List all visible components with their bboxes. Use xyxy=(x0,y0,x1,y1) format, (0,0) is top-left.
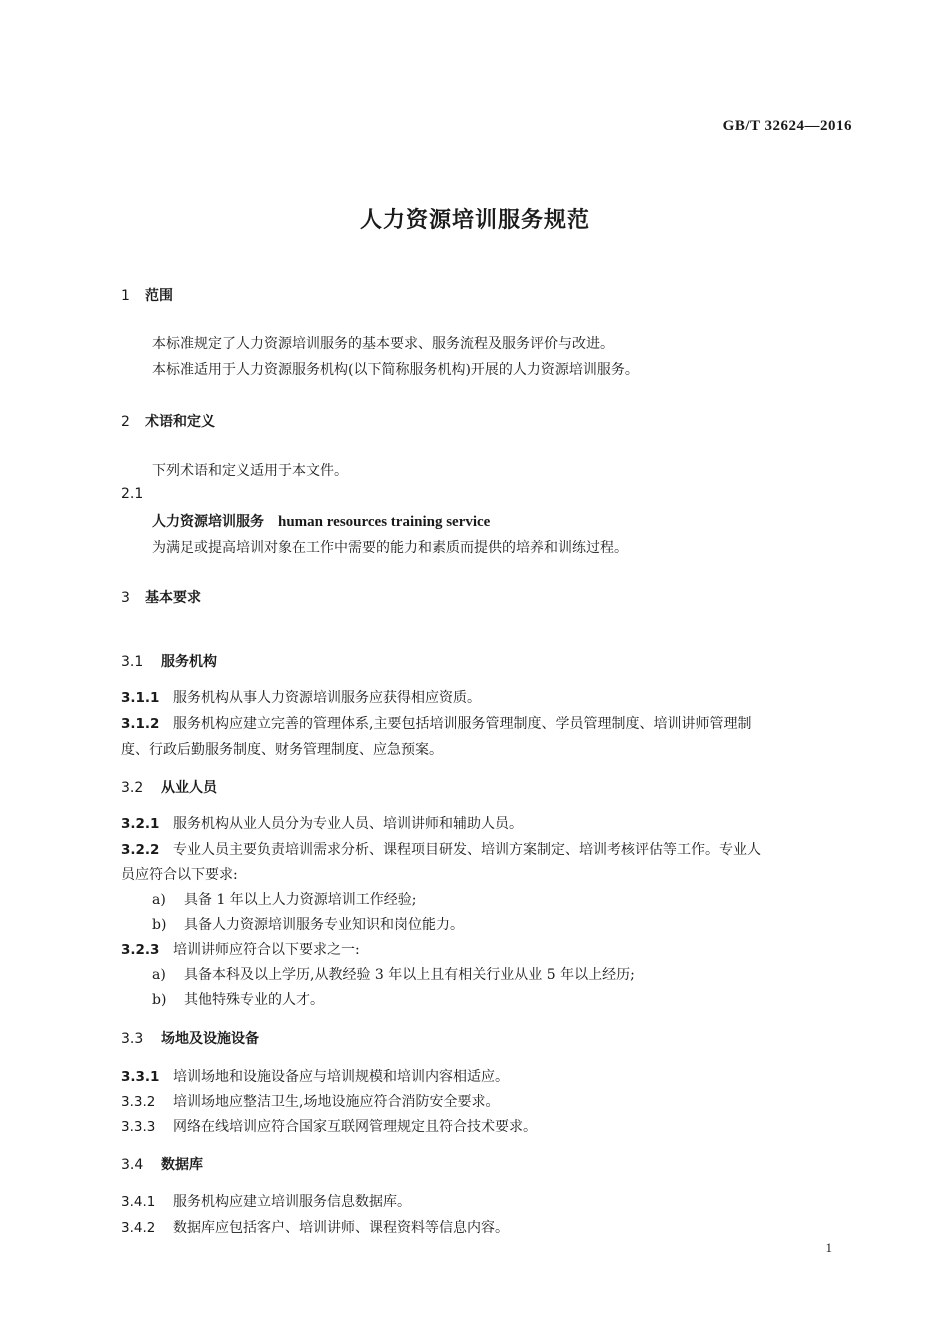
page-number: 1 xyxy=(825,1240,832,1255)
list-item xyxy=(152,964,635,984)
section-title: 术语和定义 xyxy=(145,414,215,430)
list-item-text: 具备本科及以上学历,从教经验 3 年以上且有相关行业从业 5 年以上经历; xyxy=(184,967,635,983)
clause-number: 3.4.2 xyxy=(121,1220,156,1236)
clause-text: 网络在线培训应符合国家互联网管理规定且符合技术要求。 xyxy=(173,1119,537,1135)
clause-3-2-2-continuation: 员应符合以下要求: xyxy=(121,867,238,883)
term-entry xyxy=(152,511,490,531)
list-item xyxy=(152,914,464,934)
list-item-text: 具备人力资源培训服务专业知识和岗位能力。 xyxy=(184,917,464,933)
section-number: 3 xyxy=(121,590,130,606)
clause-text: 服务机构从事人力资源培训服务应获得相应资质。 xyxy=(173,690,481,706)
section-3-heading xyxy=(121,587,201,607)
subsection-title: 从业人员 xyxy=(161,780,217,796)
list-marker: a) xyxy=(152,892,166,908)
subsection-title: 数据库 xyxy=(161,1157,203,1173)
list-item-text: 其他特殊专业的人才。 xyxy=(184,992,324,1008)
clause-number: 3.2.1 xyxy=(121,816,160,832)
document-title: 人力资源培训服务规范 xyxy=(359,207,590,233)
clause-number: 3.2.3 xyxy=(121,942,160,958)
subsection-3-1-heading xyxy=(121,651,217,671)
clause-text: 培训场地和设施设备应与培训规模和培训内容相适应。 xyxy=(173,1069,509,1085)
subsection-3-2-heading xyxy=(121,777,217,797)
clause-text-line-1: 专业人员主要负责培训需求分析、课程项目研发、培训方案制定、培训考核评估等工作。专业人 xyxy=(173,842,761,858)
term-definition: 为满足或提高培训对象在工作中需要的能力和素质而提供的培养和训练过程。 xyxy=(152,540,628,556)
clause-3-4-2 xyxy=(121,1217,509,1237)
section-1-paragraph-1: 本标准规定了人力资源培训服务的基本要求、服务流程及服务评价与改进。 xyxy=(152,336,614,352)
clause-3-1-2 xyxy=(121,713,751,733)
subsection-title: 场地及设施设备 xyxy=(161,1031,259,1047)
clause-number: 3.2.2 xyxy=(121,842,160,858)
section-1-heading xyxy=(121,285,173,305)
list-marker: b) xyxy=(152,992,167,1008)
section-1-paragraph-2: 本标准适用于人力资源服务机构(以下简称服务机构)开展的人力资源培训服务。 xyxy=(152,362,639,378)
term-english: human resources training service xyxy=(278,514,491,530)
clause-3-3-3 xyxy=(121,1116,537,1136)
clause-number: 3.4.1 xyxy=(121,1194,156,1210)
list-item xyxy=(152,989,324,1009)
subsection-3-3-heading xyxy=(121,1028,259,1048)
clause-text: 数据库应包括客户、培训讲师、课程资料等信息内容。 xyxy=(173,1220,509,1236)
clause-number: 3.1.1 xyxy=(121,690,160,706)
subsection-number: 3.2 xyxy=(121,780,144,796)
clause-text-line-1: 服务机构应建立完善的管理体系,主要包括培训服务管理制度、学员管理制度、培训讲师管理制 xyxy=(173,716,752,732)
clause-3-1-1 xyxy=(121,687,481,707)
subsection-number: 3.4 xyxy=(121,1157,144,1173)
clause-3-3-2 xyxy=(121,1091,499,1111)
subsection-number: 3.3 xyxy=(121,1031,144,1047)
clause-number: 3.3.1 xyxy=(121,1069,160,1085)
clause-3-2-1 xyxy=(121,813,523,833)
clause-number: 3.3.3 xyxy=(121,1119,156,1135)
list-marker: a) xyxy=(152,967,166,983)
section-title: 范围 xyxy=(145,288,173,304)
clause-2-1-number: 2.1 xyxy=(121,486,144,502)
section-2-paragraph-1: 下列术语和定义适用于本文件。 xyxy=(152,463,348,479)
clause-3-4-1 xyxy=(121,1191,411,1211)
clause-number: 3.3.2 xyxy=(121,1094,156,1110)
clause-3-2-2 xyxy=(121,839,761,859)
clause-text: 服务机构从业人员分为专业人员、培训讲师和辅助人员。 xyxy=(173,816,523,832)
standard-number: GB/T 32624—2016 xyxy=(722,118,852,134)
subsection-3-4-heading xyxy=(121,1154,203,1174)
clause-text: 服务机构应建立培训服务信息数据库。 xyxy=(173,1194,411,1210)
list-item xyxy=(152,889,417,909)
subsection-number: 3.1 xyxy=(121,654,144,670)
term-chinese: 人力资源培训服务 xyxy=(152,514,264,530)
section-title: 基本要求 xyxy=(145,590,201,606)
subsection-title: 服务机构 xyxy=(161,654,217,670)
list-item-text: 具备 1 年以上人力资源培训工作经验; xyxy=(184,892,417,908)
clause-3-3-1 xyxy=(121,1066,509,1086)
clause-3-1-2-continuation: 度、行政后勤服务制度、财务管理制度、应急预案。 xyxy=(121,742,443,758)
section-number: 2 xyxy=(121,414,130,430)
list-marker: b) xyxy=(152,917,167,933)
section-2-heading xyxy=(121,411,215,431)
section-number: 1 xyxy=(121,288,130,304)
clause-text: 培训场地应整洁卫生,场地设施应符合消防安全要求。 xyxy=(173,1094,500,1110)
clause-text: 培训讲师应符合以下要求之一: xyxy=(173,942,360,958)
clause-number: 3.1.2 xyxy=(121,716,160,732)
clause-3-2-3 xyxy=(121,939,360,959)
